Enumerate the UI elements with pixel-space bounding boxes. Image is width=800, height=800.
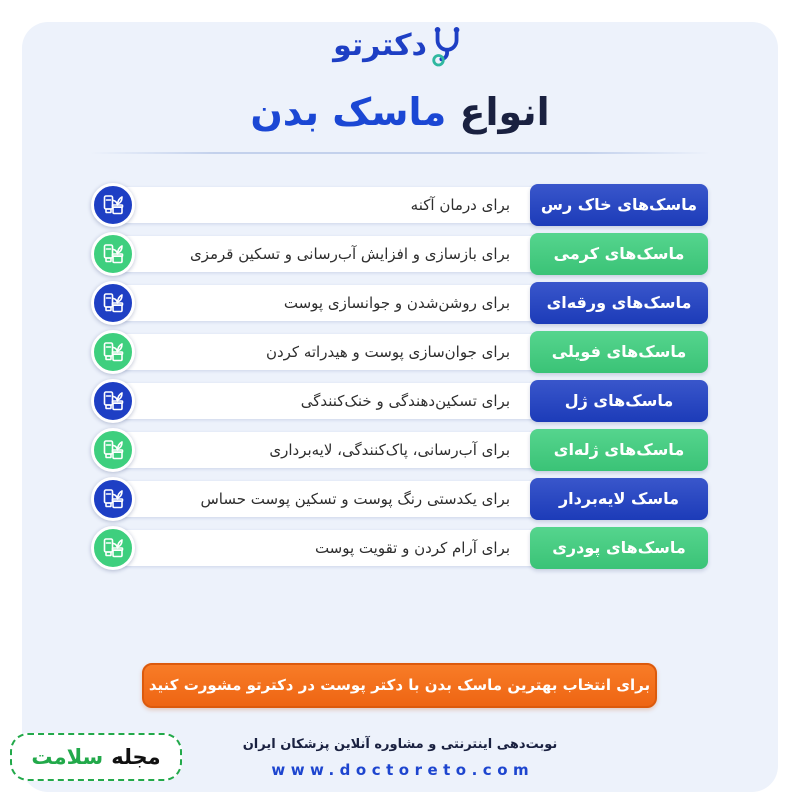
mask-description: برای روشن‌شدن و جوانسازی پوست: [283, 294, 510, 312]
logo-wordmark: دکترتو: [333, 28, 427, 63]
description-bar: [110, 236, 550, 272]
description-bar: [110, 187, 550, 223]
mask-row: [90, 282, 710, 324]
title-word-types: انواع: [459, 90, 550, 134]
description-bar: [110, 530, 550, 566]
cream-tube-jar-icon: [91, 428, 135, 472]
mask-description: برای آرام کردن و تقویت پوست: [314, 539, 510, 557]
description-bar: [110, 481, 550, 517]
title-word-body-mask: ماسک بدن: [250, 90, 447, 134]
badge-word-magazine: مجله: [111, 745, 161, 769]
mask-type-label: ماسک‌های ژل: [530, 380, 708, 422]
cream-tube-jar-icon-glyph: [101, 242, 125, 266]
cream-tube-jar-icon: [91, 477, 135, 521]
description-bar: [110, 334, 550, 370]
cream-tube-jar-icon: [91, 330, 135, 374]
health-magazine-badge: [10, 733, 182, 781]
cream-tube-jar-icon-glyph: [101, 438, 125, 462]
mask-type-label: ماسک‌های ورقه‌ای: [530, 282, 708, 324]
cream-tube-jar-icon-glyph: [101, 536, 125, 560]
stethoscope-icon-glyph: [429, 25, 467, 67]
mask-type-label: ماسک‌های فویلی: [530, 331, 708, 373]
mask-row: [90, 233, 710, 275]
mask-row: [90, 380, 710, 422]
mask-description: برای تسکین‌دهندگی و خنک‌کنندگی: [300, 392, 510, 410]
consult-dermatologist-button[interactable]: برای انتخاب بهترین ماسک بدن با دکتر پوست در دکترتو مشورت کنید: [142, 663, 657, 708]
stethoscope-icon: [429, 25, 467, 67]
cream-tube-jar-icon: [91, 526, 135, 570]
mask-row: [90, 478, 710, 520]
cream-tube-jar-icon-glyph: [101, 487, 125, 511]
cream-tube-jar-icon-glyph: [101, 340, 125, 364]
cream-tube-jar-icon-glyph: [101, 389, 125, 413]
cream-tube-jar-icon: [91, 379, 135, 423]
mask-row: [90, 527, 710, 569]
description-bar: [110, 383, 550, 419]
mask-row: [90, 184, 710, 226]
description-bar: [110, 285, 550, 321]
mask-type-label: ماسک‌های پودری: [530, 527, 708, 569]
mask-type-label: ماسک‌های ژله‌ای: [530, 429, 708, 471]
description-bar: [110, 432, 550, 468]
cream-tube-jar-icon: [91, 183, 135, 227]
mask-description: برای آب‌رسانی، پاک‌کنندگی، لایه‌برداری: [269, 441, 510, 459]
doctoreto-logo: [0, 24, 800, 68]
mask-description: برای بازسازی و افزایش آب‌رسانی و تسکین قرمزی: [189, 245, 510, 263]
mask-row: [90, 331, 710, 373]
website-url-link[interactable]: www.doctoreto.com: [271, 761, 535, 779]
cream-tube-jar-icon: [91, 232, 135, 276]
page-title: [0, 86, 800, 138]
mask-row: [90, 429, 710, 471]
title-divider: [90, 152, 710, 154]
cream-tube-jar-icon: [91, 281, 135, 325]
footer-tagline: نوبت‌دهی اینترنتی و مشاوره آنلاین پزشکان ایران: [242, 737, 558, 752]
mask-description: برای جوان‌سازی پوست و هیدراته کردن: [265, 343, 510, 361]
badge-word-health: سلامت: [31, 745, 104, 769]
mask-type-label: ماسک‌های کرمی: [530, 233, 708, 275]
cream-tube-jar-icon-glyph: [101, 291, 125, 315]
mask-description: برای درمان آکنه: [410, 196, 510, 214]
cream-tube-jar-icon-glyph: [101, 193, 125, 217]
mask-type-label: ماسک لایه‌بردار: [530, 478, 708, 520]
mask-description: برای یکدستی رنگ پوست و تسکین پوست حساس: [200, 490, 510, 508]
mask-type-label: ماسک‌های خاک رس: [530, 184, 708, 226]
